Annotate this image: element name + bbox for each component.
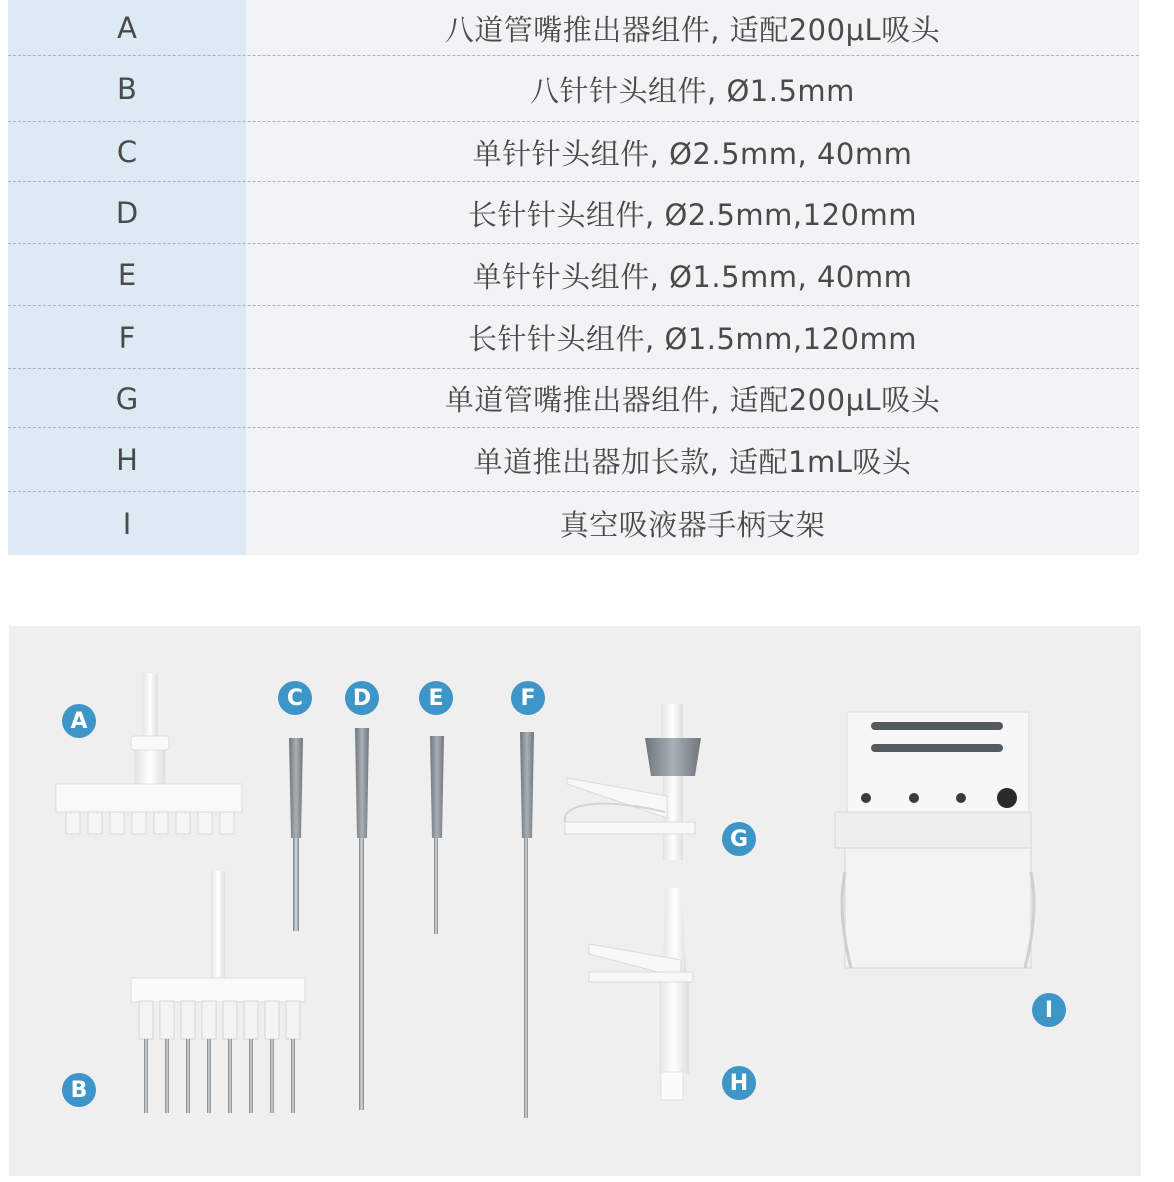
eight-needle-assembly-image xyxy=(131,871,305,1113)
table-row xyxy=(8,369,1139,428)
table-row xyxy=(8,306,1139,369)
row-key: A xyxy=(117,11,137,45)
table-row xyxy=(8,428,1139,492)
table-row xyxy=(8,0,1139,56)
long-needle-d-image xyxy=(355,728,369,1110)
row-description: 单道管嘴推出器组件, 适配200μL吸头 xyxy=(444,383,941,417)
row-description: 八针针头组件, Ø1.5mm xyxy=(530,73,855,108)
row-description: 八道管嘴推出器组件, 适配200μL吸头 xyxy=(444,12,941,47)
label-badge-e: E xyxy=(419,681,453,715)
row-key: D xyxy=(115,196,139,230)
single-needle-c-image xyxy=(289,738,303,931)
row-key: E xyxy=(117,258,137,292)
label-badge-f: F xyxy=(511,681,545,715)
row-key: I xyxy=(122,506,132,541)
label-badge-i: I xyxy=(1032,993,1066,1027)
row-description: 真空吸液器手柄支架 xyxy=(559,508,826,542)
row-key: C xyxy=(116,135,138,169)
label-badge-d: D xyxy=(345,681,379,715)
components-illustration xyxy=(9,626,1141,1176)
row-description: 长针针头组件, Ø1.5mm,120mm xyxy=(468,322,917,356)
row-description: 单针针头组件, Ø2.5mm, 40mm xyxy=(472,136,913,171)
eight-channel-ejector-image xyxy=(56,673,242,834)
table-row xyxy=(8,492,1139,555)
label-badge-a: A xyxy=(62,704,96,738)
label-badge-c: C xyxy=(278,681,312,715)
single-channel-ejector-image xyxy=(565,704,701,860)
single-needle-e-image xyxy=(430,736,444,934)
label-badge-b: B xyxy=(62,1073,96,1107)
row-key: F xyxy=(118,320,136,355)
long-needle-f-image xyxy=(520,732,534,1118)
table-row xyxy=(8,182,1139,244)
extended-ejector-image xyxy=(589,888,693,1100)
handle-holder-stand-image xyxy=(835,712,1034,968)
row-description: 单道推出器加长款, 适配1mL吸头 xyxy=(473,444,912,479)
label-badge-g: G xyxy=(722,822,756,856)
row-description: 长针针头组件, Ø2.5mm,120mm xyxy=(468,197,917,232)
row-key: H xyxy=(116,443,138,477)
component-table xyxy=(8,0,1139,555)
table-row xyxy=(8,56,1139,122)
row-key: G xyxy=(115,381,139,416)
table-row xyxy=(8,244,1139,306)
label-badge-h: H xyxy=(722,1066,756,1100)
row-key: B xyxy=(117,72,137,106)
table-row xyxy=(8,122,1139,182)
components-photo xyxy=(9,626,1141,1176)
row-description: 单针针头组件, Ø1.5mm, 40mm xyxy=(472,259,913,294)
